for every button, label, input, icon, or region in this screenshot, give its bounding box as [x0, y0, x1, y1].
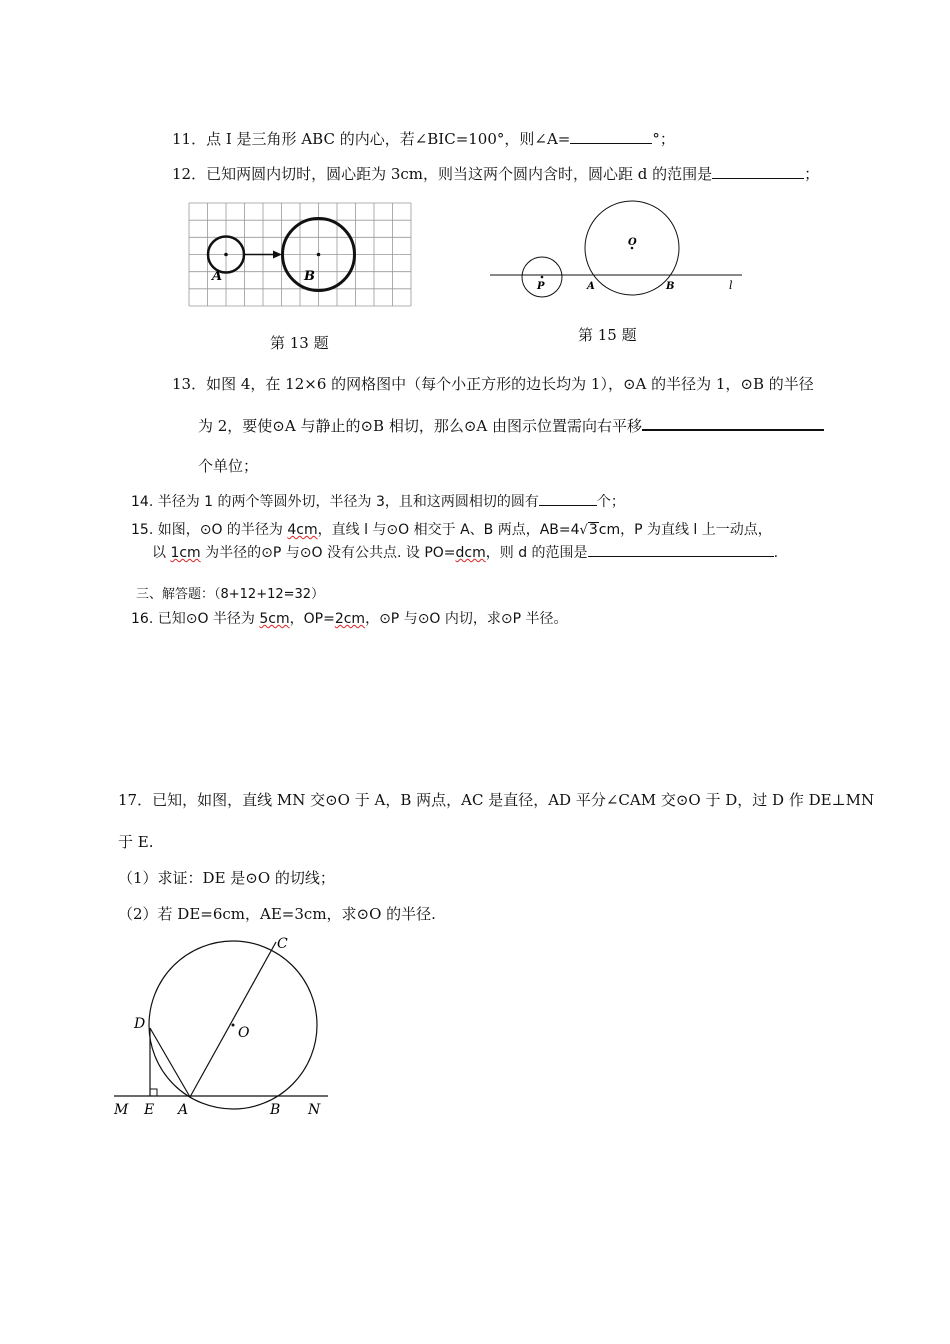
question-11 — [172, 129, 675, 149]
q11-text: 11．点 I 是三角形 ABC 的内心，若∠BIC=100°，则∠A= — [172, 130, 571, 148]
arrow-head-icon — [273, 251, 282, 259]
label-a: A — [212, 269, 223, 284]
question-14 — [131, 491, 625, 512]
label-o: O — [238, 1025, 250, 1041]
label-a: A — [178, 1102, 189, 1118]
label-e: E — [144, 1102, 155, 1118]
label-c: C — [277, 936, 288, 952]
q14-answer-blank[interactable] — [539, 491, 597, 506]
q15-answer-blank[interactable] — [588, 542, 774, 557]
question-13-line-1: 13．如图 4，在 12×6 的网格图中（每个小正方形的边长均为 1），⊙A 的半径为 1，⊙B 的半径 — [172, 375, 814, 393]
segment-ad — [150, 1028, 190, 1097]
question-17-line-2: 于 E. — [118, 833, 154, 851]
label-b: B — [666, 281, 675, 292]
q16-op: 2cm — [334, 611, 366, 627]
q14-text: 14. 半径为 1 的两个等圆外切，半径为 3，且和这两圆相切的圆有 — [131, 494, 539, 510]
center-b-dot — [317, 253, 321, 257]
label-d: D — [134, 1016, 146, 1032]
question-12 — [172, 164, 819, 184]
label-p: P — [537, 281, 545, 292]
question-13-line-3: 个单位； — [198, 457, 259, 475]
question-17-line-1: 17．已知，如图，直线 MN 交⊙O 于 A，B 两点，AC 是直径，AD 平分∠CAM 交⊙O 于 D，过 D 作 DE⊥MN — [118, 791, 875, 809]
q16-radius: 5cm — [259, 611, 290, 627]
q12-tail: ； — [804, 165, 820, 183]
right-angle-marker-icon — [150, 1089, 157, 1096]
q16-text-3: ，⊙P 与⊙O 内切，求⊙P 半径。 — [365, 611, 568, 627]
question-17-part-1: （1）求证：DE 是⊙O 的切线； — [118, 869, 335, 887]
q15-d-unit: dcm — [455, 545, 486, 561]
question-15-line-1 — [131, 520, 772, 541]
center-a-dot — [224, 253, 228, 257]
label-o: O — [628, 237, 637, 248]
figure-13-caption: 第 13 题 — [270, 334, 329, 352]
question-17-part-2: （2）若 DE=6cm，AE=3cm，求⊙O 的半径. — [118, 905, 436, 923]
q12-text: 12．已知两圆内切时，圆心距为 3cm，则当这两个圆内含时，圆心距 d 的范围是 — [172, 165, 713, 183]
figure-13-grid — [186, 200, 416, 310]
q15-text-4: 以 — [152, 545, 171, 561]
label-l: l — [729, 279, 733, 292]
q12-answer-blank[interactable] — [712, 164, 804, 179]
section-3-heading: 三、解答题：（8+12+12=32） — [136, 587, 325, 602]
q15-p-radius: 1cm — [170, 545, 201, 561]
grid-lines — [189, 203, 411, 306]
question-15-line-2 — [152, 542, 778, 563]
question-16 — [131, 609, 568, 629]
q15-text-5: 为半径的⊙P 与⊙O 没有公共点. 设 PO= — [200, 545, 456, 561]
q16-text-1: 16. 已知⊙O 半径为 — [131, 611, 260, 627]
q13-line-2-text: 为 2，要使⊙A 与静止的⊙B 相切，那么⊙A 由图示位置需向右平移 — [198, 417, 643, 435]
figure-15 — [486, 200, 746, 305]
label-n: N — [308, 1102, 321, 1118]
figure-17 — [110, 930, 335, 1120]
label-m: M — [114, 1102, 129, 1118]
q15-text-3: cm，P 为直线 l 上一动点， — [598, 522, 772, 538]
label-b: B — [304, 269, 315, 284]
sqrt-sign-icon: √ — [579, 523, 588, 538]
q16-text-2: ，OP= — [289, 611, 335, 627]
q15-radius: 4cm — [287, 522, 318, 538]
label-b: B — [270, 1102, 281, 1118]
q15-text-2: ，直线 l 与⊙O 相交于 A、B 两点，AB=4 — [317, 522, 580, 538]
q13-answer-blank[interactable] — [642, 415, 824, 431]
q15-text-6: ，则 d 的范围是 — [485, 545, 588, 561]
center-p-dot — [541, 276, 544, 279]
q15-sqrt-value: 3 — [588, 522, 598, 538]
q14-tail: 个； — [596, 494, 625, 510]
q11-tail: °； — [652, 130, 675, 148]
q15-period: . — [773, 545, 779, 561]
diameter-ac — [190, 942, 276, 1097]
label-a: A — [587, 281, 595, 292]
q11-answer-blank[interactable] — [570, 129, 652, 144]
question-13-line-2 — [198, 415, 824, 436]
figure-15-caption: 第 15 题 — [578, 326, 637, 344]
q15-text-1: 15. 如图，⊙O 的半径为 — [131, 522, 288, 538]
center-o-dot — [232, 1024, 235, 1027]
